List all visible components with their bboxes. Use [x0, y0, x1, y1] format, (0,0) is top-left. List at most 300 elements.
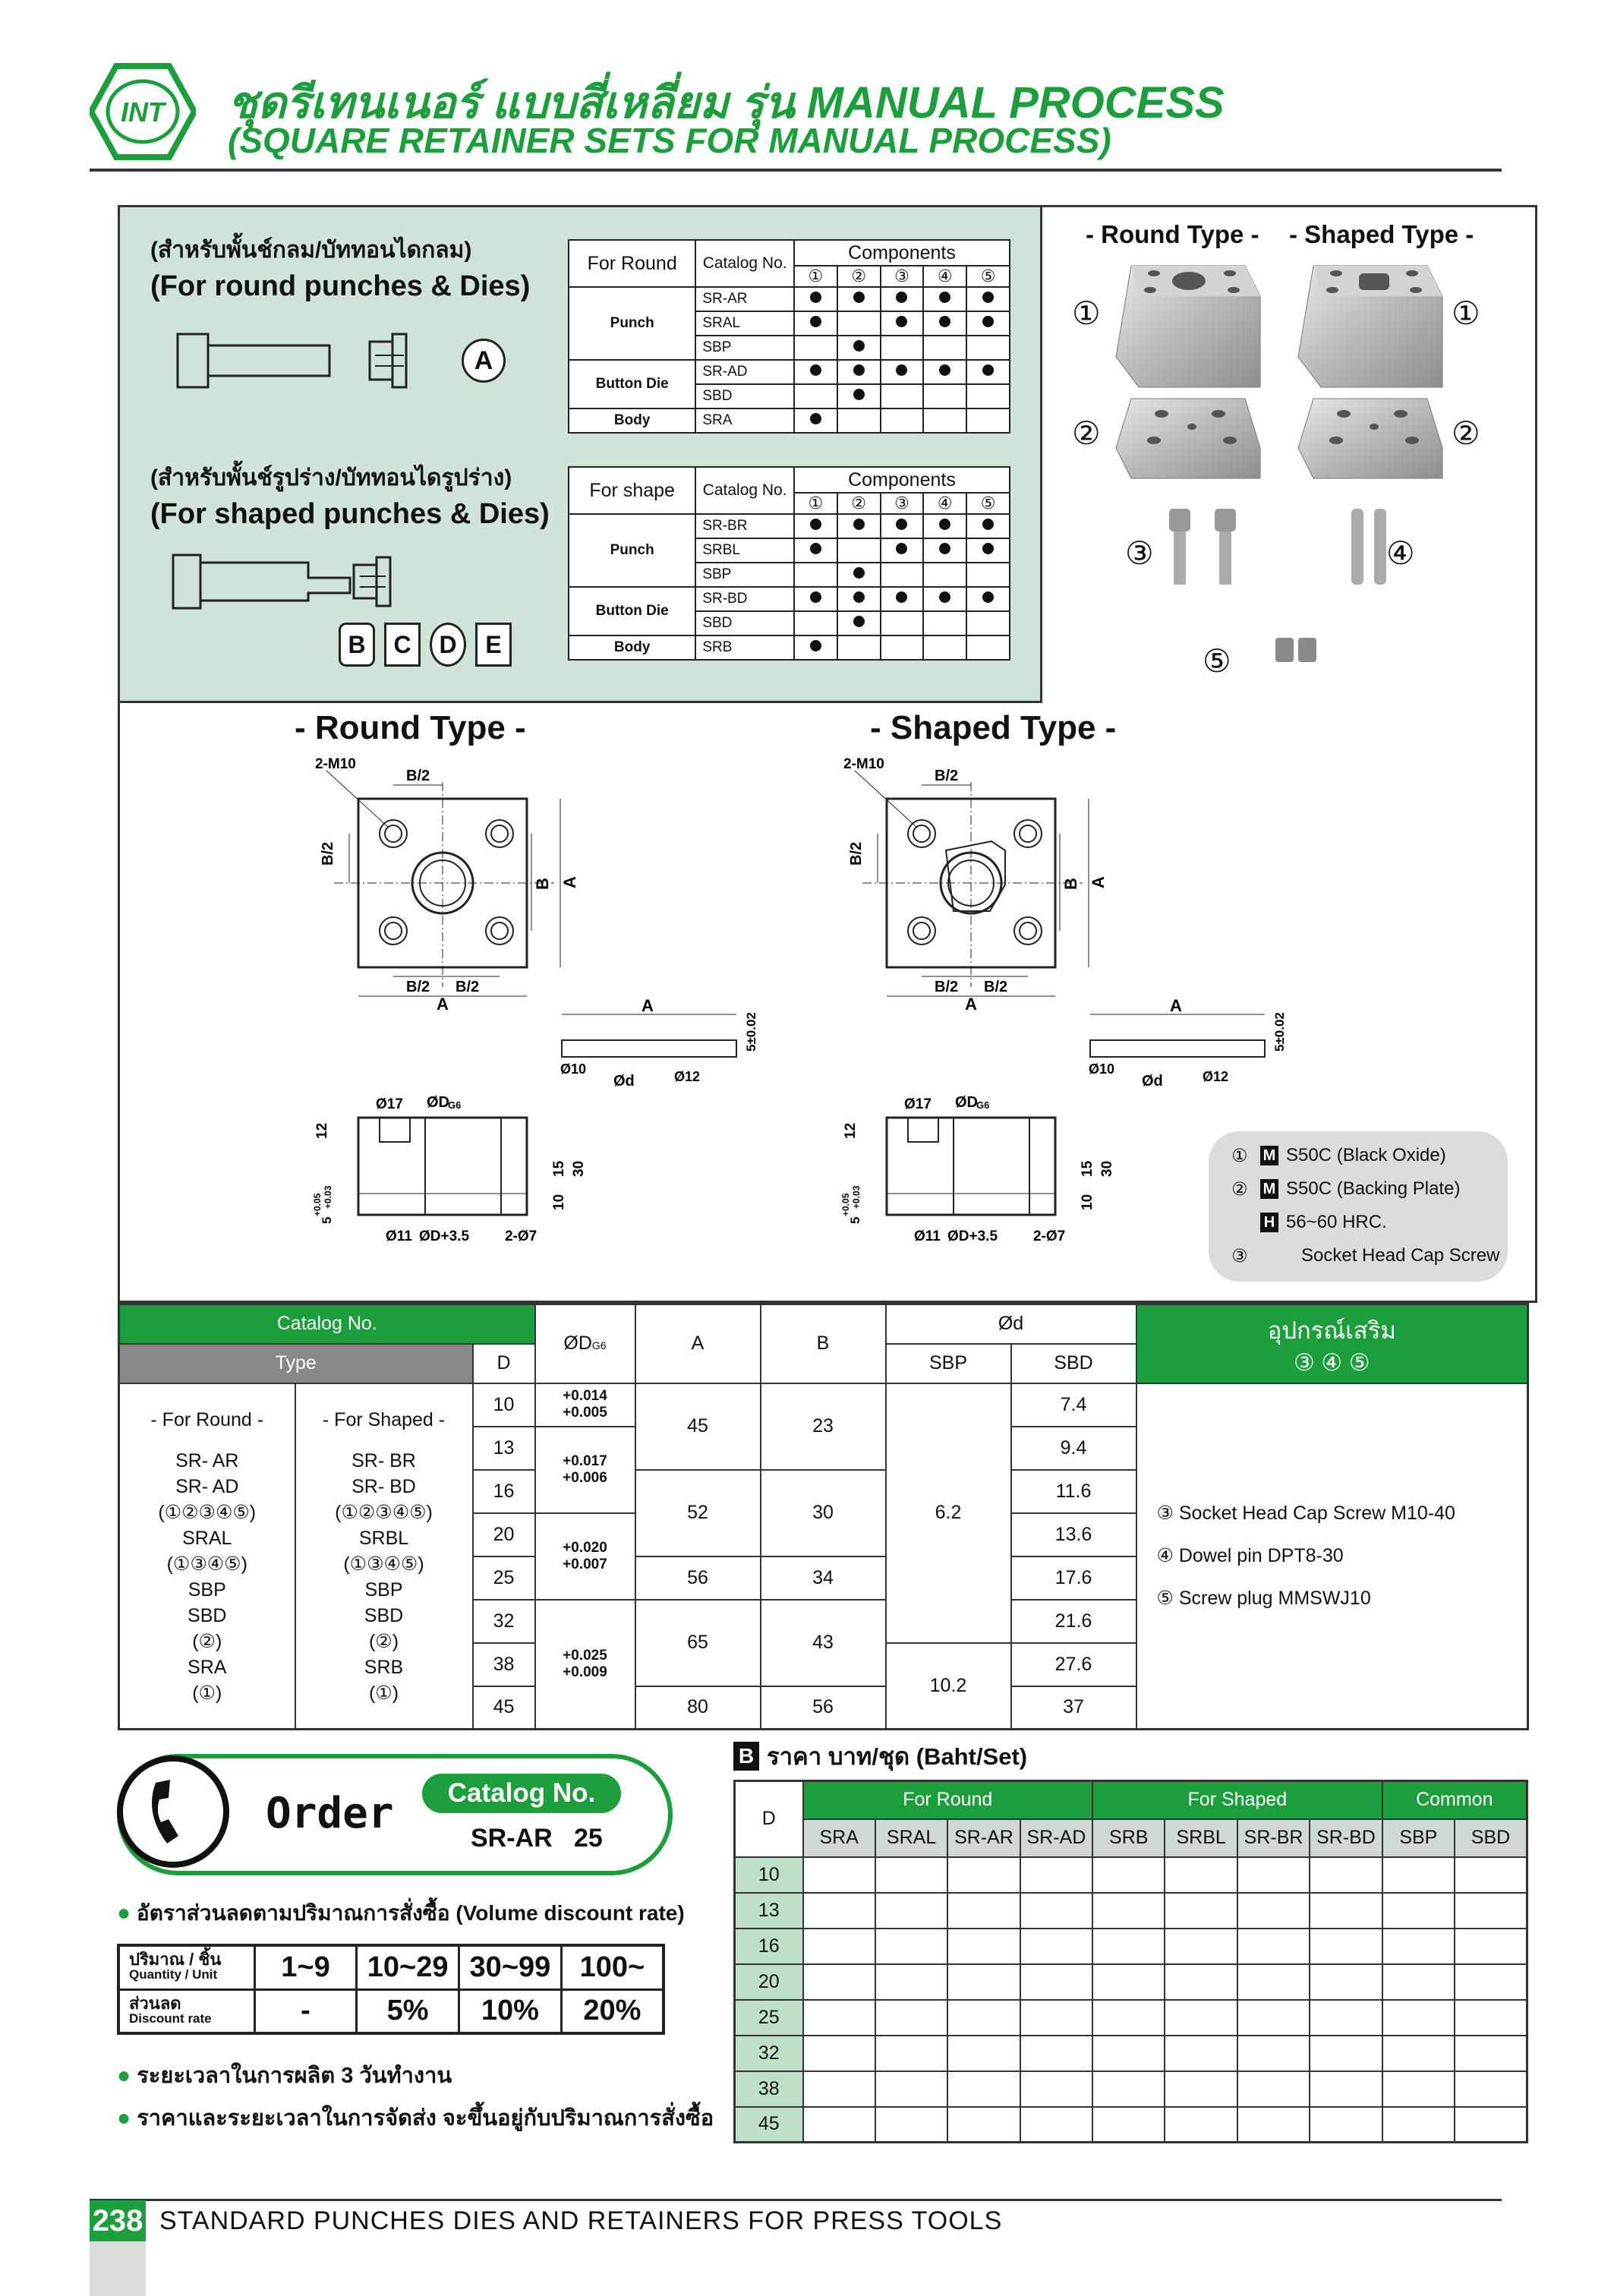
dot-icon — [853, 292, 865, 303]
component-empty — [837, 408, 881, 433]
price-col-header: SBP — [1382, 1819, 1455, 1857]
th-accessories-title: อุปกรณ์เสริม — [1267, 1317, 1396, 1344]
price-row — [735, 2036, 1527, 2071]
a-val-1: 45 — [635, 1383, 761, 1470]
price-table — [733, 1780, 1528, 2143]
logo-text: INT — [121, 96, 165, 128]
round-dim-15: 15 — [551, 1160, 567, 1177]
price-cell — [1237, 1857, 1310, 1893]
shaped-dim-d12: Ø12 — [1203, 1069, 1229, 1084]
price-cell — [1165, 1964, 1237, 2000]
round-dim-b2-top: B/2 — [406, 768, 430, 784]
round-catalog-code: SBD — [695, 384, 794, 408]
sbd-val-7: 27.6 — [1011, 1643, 1136, 1686]
price-cell — [1455, 2071, 1527, 2107]
price-cell — [1020, 1964, 1092, 2000]
footer-rule — [90, 2199, 1502, 2201]
discount-rate-2: 5% — [357, 1989, 459, 2033]
order-example-code: SR-AR — [471, 1824, 553, 1853]
tol-1 — [535, 1383, 635, 1427]
component-empty — [881, 408, 924, 433]
shape-group-name: Body — [569, 636, 695, 660]
component-dot — [837, 336, 881, 360]
materials-list — [1231, 1139, 1505, 1273]
price-cell — [1165, 2000, 1237, 2036]
dot-icon — [896, 316, 907, 327]
price-title — [733, 1737, 1027, 1775]
dot-icon — [939, 316, 950, 327]
material-text: 56~60 HRC. — [1286, 1212, 1387, 1232]
price-cell — [1237, 2107, 1310, 2143]
round-dim-a-right: A — [560, 876, 579, 888]
price-col-header: SRB — [1092, 1819, 1165, 1857]
component-dot — [837, 360, 881, 384]
sbp-val-1: 6.2 — [886, 1383, 1011, 1643]
price-cell — [947, 2036, 1020, 2071]
price-col-header: SR-AR — [947, 1819, 1020, 1857]
component-empty — [794, 384, 837, 408]
price-row — [735, 1893, 1527, 1929]
component-empty — [966, 636, 1010, 660]
shape-comp-num-1: ① — [794, 493, 837, 514]
dot-icon — [810, 292, 821, 303]
component-dot — [794, 287, 837, 311]
photo-num-1-left: ① — [1072, 295, 1101, 331]
price-col-header: SRA — [803, 1819, 875, 1857]
component-dot — [794, 514, 837, 538]
price-cell — [1020, 1893, 1092, 1929]
price-cell — [1237, 2000, 1310, 2036]
shape-components-table — [568, 466, 1010, 661]
price-cell — [1092, 2036, 1165, 2071]
th-od-small: Ød — [886, 1304, 1136, 1344]
round-dim-d7: 2-Ø7 — [505, 1228, 537, 1244]
shaped-dim-a-bottom: A — [965, 995, 977, 1014]
page-title-thai: ชุดรีเทนเนอร์ แบบสี่เหลี่ยม รุ่น MANUAL PROCESS — [228, 78, 1225, 128]
price-cell — [1092, 2071, 1165, 2107]
dot-icon — [853, 364, 865, 376]
dot-icon — [810, 519, 821, 530]
component-empty — [837, 636, 881, 660]
dot-icon — [939, 364, 950, 376]
component-empty — [881, 336, 924, 360]
shaped-dim-d7: 2-Ø7 — [1033, 1228, 1066, 1244]
component-empty — [881, 611, 924, 636]
accessory-item: ⑤ Screw plug MMSWJ10 — [1156, 1588, 1371, 1610]
shape-catalog-header: Catalog No. — [695, 467, 794, 514]
price-cell — [803, 2071, 875, 2107]
shape-row — [569, 636, 1010, 660]
price-group-header: For Round — [803, 1781, 1093, 1819]
th-catalog-no: Catalog No. — [119, 1304, 535, 1344]
price-cell — [1455, 1929, 1527, 1964]
shaped-type-list-item: - For Shaped - — [322, 1408, 446, 1430]
round-type-list-item: - For Round - — [150, 1408, 264, 1430]
round-type-list-item: SRA — [188, 1656, 227, 1678]
phone-icon — [114, 1752, 232, 1871]
component-dot — [923, 311, 966, 336]
component-empty — [837, 311, 881, 336]
price-cell — [1165, 2036, 1237, 2071]
round-dim-tol-dn: +0.03 — [323, 1185, 333, 1209]
shape-catalog-code: SRBL — [695, 538, 794, 563]
shape-catalog-code: SR-BD — [695, 587, 794, 611]
price-cell — [1310, 2107, 1382, 2143]
shaped-dim-d: Ød — [1142, 1073, 1163, 1090]
round-type-list-item: (①②③④⑤) — [158, 1501, 257, 1523]
material-row — [1231, 1206, 1505, 1239]
sbd-val-8: 37 — [1011, 1686, 1136, 1730]
price-col-header: SR-BD — [1310, 1819, 1382, 1857]
round-catalog-code: SBP — [695, 336, 794, 360]
note-delivery — [117, 2100, 714, 2135]
shape-type-header: For shape — [569, 467, 695, 514]
shaped-dim-b2-bottom-right: B/2 — [984, 979, 1008, 995]
price-row-d: 20 — [735, 1964, 803, 2000]
tol-1-dn: +0.005 — [563, 1405, 607, 1421]
discount-heading-text: อัตราส่วนลดตามปริมาณการสั่งซื้อ (Volume discount rate) — [136, 1901, 685, 1925]
price-cell — [1165, 2071, 1237, 2107]
shaped-dim-12: 12 — [843, 1122, 859, 1139]
shaped-dim-a-side: A — [1170, 996, 1182, 1015]
b-val-5: 56 — [761, 1686, 886, 1730]
round-comp-num-4: ④ — [923, 266, 966, 287]
price-cell — [875, 2107, 947, 2143]
dot-icon — [982, 591, 994, 603]
shape-label-thai: (สำหรับพั้นช์รูปร่าง/บัททอนไดรูปร่าง) — [150, 465, 512, 490]
price-col-header: SRBL — [1165, 1819, 1237, 1857]
round-catalog-code: SR-AD — [695, 360, 794, 384]
sbd-val-6: 21.6 — [1011, 1600, 1136, 1643]
shape-label-english: (For shaped punches & Dies) — [150, 498, 550, 530]
round-badge-a: A — [462, 339, 506, 383]
photo-num-3: ③ — [1125, 535, 1154, 571]
d-row-2: 13 — [473, 1427, 535, 1470]
price-cell — [1237, 1893, 1310, 1929]
tol-1-up: +0.014 — [563, 1388, 607, 1404]
footer-text: STANDARD PUNCHES DIES AND RETAINERS FOR PRESS TOOLS — [159, 2206, 1003, 2235]
round-row — [569, 360, 1010, 384]
component-empty — [966, 336, 1010, 360]
price-cell — [1020, 1929, 1092, 1964]
price-cell — [947, 2071, 1020, 2107]
accessory-item: ④ Dowel pin DPT8-30 — [1156, 1545, 1344, 1567]
discount-table — [117, 1944, 665, 2035]
price-cell — [1382, 1964, 1455, 2000]
shaped-dim-dd35: ØD+3.5 — [947, 1228, 998, 1244]
discount-qty-en: Quantity / Unit — [129, 1967, 218, 1982]
component-empty — [966, 408, 1010, 433]
component-empty — [794, 563, 837, 587]
component-dot — [837, 514, 881, 538]
price-cell — [1382, 2071, 1455, 2107]
photo-round-label: - Round Type - — [1086, 220, 1259, 248]
round-catalog-code: SR-AR — [695, 287, 794, 311]
discount-qty-label — [118, 1945, 254, 1989]
material-row — [1231, 1239, 1505, 1273]
component-dot — [794, 408, 837, 433]
component-dot — [923, 587, 966, 611]
d-row-6: 32 — [473, 1600, 535, 1643]
price-cell — [1237, 1929, 1310, 1964]
component-dot — [837, 287, 881, 311]
material-text: S50C (Black Oxide) — [1286, 1145, 1446, 1165]
component-dot — [966, 287, 1010, 311]
component-empty — [881, 636, 924, 660]
note-delivery-text: ราคาและระยะเวลาในการจัดส่ง จะขึ้นอยู่กับปริมาณการสั่งซื้อ — [137, 2106, 714, 2130]
price-cell — [1092, 1964, 1165, 2000]
shaped-dim-b: B — [1061, 878, 1080, 890]
th-type: Type — [119, 1344, 473, 1383]
discount-range-2: 10~29 — [357, 1945, 459, 1989]
price-row — [735, 2000, 1527, 2036]
shape-catalog-code: SBP — [695, 563, 794, 587]
th-d: D — [473, 1344, 535, 1383]
round-row — [569, 408, 1010, 433]
price-group-header: For Shaped — [1092, 1781, 1382, 1819]
shape-comp-num-4: ④ — [923, 493, 966, 514]
note-production-text: ระยะเวลาในการผลิต 3 วันทำงาน — [137, 2064, 452, 2088]
photo-num-2-left: ② — [1072, 415, 1101, 451]
shape-badge-b: B — [339, 623, 375, 667]
component-empty — [794, 336, 837, 360]
component-empty — [794, 611, 837, 636]
component-dot — [966, 538, 1010, 563]
round-dim-10: 10 — [551, 1194, 567, 1210]
price-cell — [1310, 1857, 1382, 1893]
a-val-2: 52 — [635, 1470, 761, 1556]
shaped-punch-sketch — [172, 551, 445, 623]
price-badge-b: B — [733, 1742, 759, 1771]
round-comp-num-1: ① — [794, 266, 837, 287]
price-d-header: D — [735, 1781, 803, 1857]
shaped-dim-m10: 2-M10 — [843, 756, 884, 772]
price-cell — [875, 2071, 947, 2107]
price-cell — [1092, 1857, 1165, 1893]
price-cell — [803, 1857, 875, 1893]
dot-icon — [810, 364, 821, 376]
component-empty — [881, 384, 924, 408]
shaped-dim-5tol: 5±0.02 — [1272, 1012, 1287, 1052]
d-row-3: 16 — [473, 1470, 535, 1513]
dot-icon — [810, 413, 821, 424]
round-dim-b2-bottom-right: B/2 — [456, 979, 480, 995]
round-dim-b: B — [533, 878, 552, 890]
material-text: Socket Head Cap Screw — [1301, 1245, 1500, 1266]
price-group-header: Common — [1382, 1781, 1527, 1819]
dot-icon — [810, 591, 821, 603]
tol-2 — [535, 1427, 635, 1513]
round-type-list-item: SRAL — [182, 1527, 232, 1549]
round-group-name: Body — [569, 408, 695, 433]
component-dot — [923, 360, 966, 384]
component-dot — [881, 287, 924, 311]
price-cell — [1310, 1893, 1382, 1929]
round-dim-b2-bottom-left: B/2 — [406, 979, 430, 995]
round-punch-sketch — [176, 326, 434, 406]
shaped-dim-dd: ØD — [955, 1094, 978, 1111]
price-cell — [1020, 2000, 1092, 2036]
price-cell — [1237, 1964, 1310, 2000]
tol-2-up: +0.017 — [563, 1452, 607, 1469]
shape-row — [569, 514, 1010, 538]
component-dot — [923, 538, 966, 563]
component-dot — [881, 514, 924, 538]
shaped-type-list-item: SBD — [364, 1604, 404, 1626]
round-dim-a-bottom: A — [437, 995, 449, 1014]
discount-range-1: 1~9 — [254, 1945, 356, 1989]
round-type-list-item: (①) — [192, 1682, 222, 1704]
drawing-shaped-title: - Shaped Type - — [870, 709, 1117, 746]
price-cell — [1092, 2107, 1165, 2143]
discount-rate-4: 20% — [561, 1989, 664, 2033]
round-dim-tol-up: +0.05 — [312, 1193, 323, 1216]
price-title-text: ราคา บาท/ชุด (Baht/Set) — [767, 1743, 1028, 1770]
component-dot — [794, 636, 837, 660]
component-dot — [966, 587, 1010, 611]
price-cell — [1310, 1964, 1382, 2000]
round-dim-m10: 2-M10 — [315, 756, 356, 772]
price-cell — [947, 1964, 1020, 2000]
round-row — [569, 287, 1010, 311]
drawing-round-title: - Round Type - — [295, 709, 526, 746]
price-col-header: SR-BR — [1237, 1819, 1310, 1857]
round-group-name: Button Die — [569, 360, 695, 408]
component-dot — [837, 563, 881, 587]
price-cell — [1020, 2071, 1092, 2107]
shape-components-header: Components — [794, 467, 1010, 493]
price-row-d: 13 — [735, 1893, 803, 1929]
photo-shaped-label: - Shaped Type - — [1289, 220, 1474, 248]
tol-2-dn: +0.006 — [563, 1469, 607, 1486]
shaped-dim-d11: Ø11 — [914, 1228, 941, 1244]
shaped-dim-b2-left: B/2 — [848, 841, 865, 866]
component-empty — [881, 563, 924, 587]
tol-4-up: +0.025 — [563, 1647, 607, 1664]
price-cell — [803, 2000, 875, 2036]
discount-rate-th: ส่วนลด — [129, 1993, 181, 2013]
price-cell — [947, 2000, 1020, 2036]
component-empty — [923, 336, 966, 360]
price-row-d: 32 — [735, 2036, 803, 2071]
shape-row — [569, 587, 1010, 611]
round-group-name: Punch — [569, 287, 695, 360]
material-num: ③ — [1231, 1245, 1248, 1266]
component-dot — [881, 360, 924, 384]
shape-badge-e: E — [475, 623, 512, 667]
price-cell — [875, 2036, 947, 2071]
shaped-type-list-item: (①) — [368, 1682, 399, 1704]
shaped-dim-d17: Ø17 — [904, 1096, 932, 1112]
price-cell — [1020, 1857, 1092, 1893]
shape-comp-num-2: ② — [837, 493, 881, 514]
dot-icon — [939, 519, 950, 530]
price-cell — [1382, 2107, 1455, 2143]
round-dim-b2-left: B/2 — [320, 841, 336, 866]
shaped-dim-10: 10 — [1080, 1194, 1095, 1210]
round-dim-5tol: 5±0.02 — [744, 1012, 758, 1052]
round-components-table — [568, 239, 1010, 434]
bullet-icon: ● — [117, 2105, 131, 2130]
price-cell — [947, 2107, 1020, 2143]
dot-icon — [853, 567, 865, 579]
main-spec-table — [118, 1303, 1529, 1730]
tol-4 — [535, 1600, 635, 1730]
shaped-type-list-item: (①②③④⑤) — [335, 1501, 433, 1523]
component-dot — [837, 611, 881, 636]
price-cell — [947, 1893, 1020, 1929]
round-comp-num-2: ② — [837, 266, 881, 287]
component-empty — [923, 563, 966, 587]
accessory-item: ③ Socket Head Cap Screw M10-40 — [1156, 1503, 1455, 1525]
round-type-list-item: SR- AD — [175, 1475, 239, 1497]
b-val-1: 23 — [761, 1383, 886, 1470]
shaped-dim-tol-up: +0.05 — [840, 1193, 851, 1216]
price-cell — [875, 2000, 947, 2036]
component-dot — [794, 538, 837, 563]
price-row-d: 25 — [735, 2000, 803, 2036]
d-row-4: 20 — [473, 1513, 535, 1556]
discount-qty-th: ปริมาณ / ชิ้น — [129, 1950, 222, 1970]
discount-rate-label — [118, 1989, 254, 2033]
component-dot — [966, 311, 1010, 336]
component-dot — [837, 384, 881, 408]
component-empty — [966, 384, 1010, 408]
th-accessories — [1136, 1304, 1528, 1383]
round-dim-dd: ØD — [427, 1094, 449, 1111]
shaped-type-list — [295, 1383, 473, 1730]
round-label-english: (For round punches & Dies) — [150, 270, 531, 302]
shaped-type-list-item: SR- BD — [351, 1475, 416, 1497]
shaped-type-list-item: SRB — [364, 1656, 404, 1678]
round-label-thai: (สำหรับพั้นช์กลม/บัททอนไดกลม) — [150, 238, 472, 263]
round-dim-d12: Ø12 — [674, 1069, 701, 1084]
tol-3-dn: +0.007 — [563, 1556, 607, 1572]
price-cell — [1310, 2000, 1382, 2036]
photo-num-5: ⑤ — [1203, 643, 1231, 679]
a-val-4: 65 — [635, 1600, 761, 1686]
round-type-list-item: SR- AR — [175, 1449, 239, 1471]
order-example-d: 25 — [574, 1824, 603, 1853]
price-cell — [1455, 2000, 1527, 2036]
shaped-type-list-item: SBP — [364, 1578, 403, 1601]
shaped-dim-30: 30 — [1099, 1160, 1115, 1177]
page-title-english: (SQUARE RETAINER SETS FOR MANUAL PROCESS) — [228, 121, 1111, 160]
dot-icon — [810, 640, 821, 651]
discount-rate-1: - — [254, 1989, 356, 2033]
material-row — [1231, 1139, 1505, 1172]
shape-badge-d: D — [430, 623, 466, 667]
price-cell — [1310, 2071, 1382, 2107]
dot-icon — [982, 316, 994, 327]
price-cell — [875, 1893, 947, 1929]
component-dot — [837, 587, 881, 611]
price-row-d: 16 — [735, 1929, 803, 1964]
sbd-val-5: 17.6 — [1011, 1556, 1136, 1600]
dot-icon — [982, 519, 994, 530]
dot-icon — [810, 316, 821, 327]
d-row-8: 45 — [473, 1686, 535, 1730]
price-cell — [803, 2107, 875, 2143]
price-cell — [1092, 2000, 1165, 2036]
shaped-dim-a-right: A — [1089, 876, 1108, 888]
component-dot — [794, 360, 837, 384]
round-components-header: Components — [794, 240, 1010, 266]
component-dot — [794, 587, 837, 611]
footer-gray-strip — [90, 2241, 146, 2296]
shape-catalog-code: SRB — [695, 636, 794, 660]
price-cell — [1165, 2107, 1237, 2143]
